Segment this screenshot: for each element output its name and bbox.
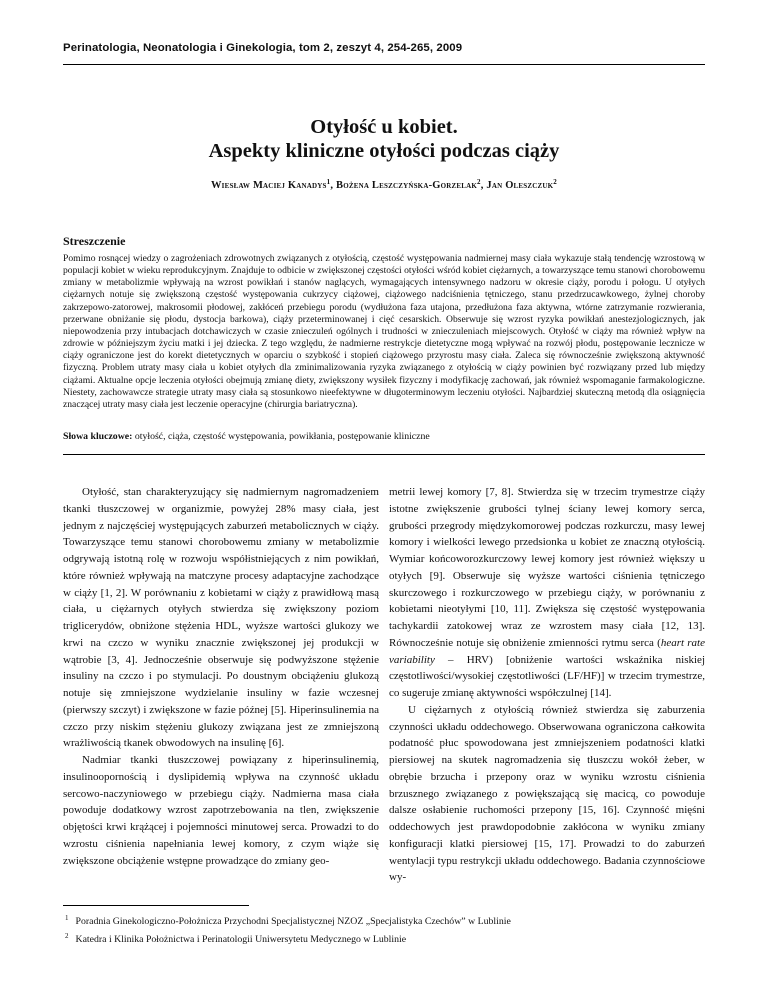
keywords-line bbox=[63, 431, 705, 443]
body-text: – HRV) [obniżenie wartości wskaźnika niskiej częstotliwości/wysokiej częstotliwości (LF/HF)] w trzecim trymestrze, co sugeruje zmianę aktywności współczulnej [14]. bbox=[389, 653, 705, 699]
author-list bbox=[60, 180, 708, 191]
keywords-text: otyłość, ciąża, częstość występowania, powikłania, postępowanie kliniczne bbox=[132, 431, 430, 442]
footnote-1 bbox=[63, 916, 705, 928]
body-paragraph: U ciężarnych z otyłością również stwierdza się zaburzenia czynności układu oddechowego. Obserwowana ograniczona całkowita podatność płuc spowodowana jest zmniejszeniem podatności klatki piersiowej na skutek nagromadzenia się tłuszczu wokół żeber, w obrębie brzucha i przepony oraz w wyniku wzrostu ciśnienia brzusznego związanego z powiększającą się macicą, co powoduje dalsze osłabienie ruchomości przepony [15, 16]. Czynność mięśni oddechowych jest prawdopodobnie zakłócona w wyniku zmiany konfiguracji klatki piersiowej [15, 17]. Prowadzi to do zaburzeń wentylacji typu restrykcji układu oddechowego. Badania czynnościowe wy- bbox=[389, 703, 705, 884]
author-separator: , bbox=[480, 180, 487, 191]
title-line-1: Otyłość u kobiet. bbox=[310, 116, 458, 138]
footnote-mark: 1 bbox=[65, 914, 69, 922]
body-text: metrii lewej komory [7, 8]. Stwierdza się w trzecim trymestrze ciąży istotne zwiększenie grubości tylnej ściany lewej komory serca, grubości przegrody międzykomorowej podczas rozkurczu, masy lewej komory i wielkości lewego przedsionka u kobiet ze znaczną otyłością. Wymiar końcoworozkurczowy lewej komory jest również większy u otyłych [9]. Obserwuje się wyższe wartości ciśnienia tętniczego skurczowego i rozkurczowego w przebiegu ciąży, w porównaniu z kobietami nieotyłymi [10, 11]. Zwiększa się częstość występowania tachykardii zatokowej wraz ze wzrostem masy ciała [12, 13]. Równocześnie notuje się obniżenie zmienności rytmu serca ( bbox=[389, 486, 705, 649]
footnote-text: Katedra i Klinika Położnictwa i Perinatologii Uniwersytetu Medycznego w Lublinie bbox=[75, 934, 407, 945]
abstract-rule bbox=[63, 454, 705, 455]
footnote-rule bbox=[63, 905, 249, 906]
title-line-2: Aspekty kliniczne otyłości podczas ciąży bbox=[208, 140, 560, 162]
author-affiliation-mark: 2 bbox=[553, 178, 557, 186]
journal-header: Perinatologia, Neonatologia i Ginekologia, tom 2, zeszyt 4, 254-265, 2009 bbox=[63, 42, 463, 54]
author-name: Jan Oleszczuk bbox=[486, 180, 554, 191]
header-rule bbox=[63, 64, 705, 65]
body-column-left bbox=[63, 484, 379, 869]
article-title bbox=[60, 115, 708, 163]
body-paragraph bbox=[389, 484, 705, 702]
body-paragraph: Otyłość, stan charakteryzujący się nadmiernym nagromadzeniem tkanki tłuszczowej w organizmie, powyżej 28% masy ciała, jest jednym z najczęściej występujących zaburzeń metabolicznych w ciąży. Towarzyszące temu stanowi chorobowemu zmiany w metabolizmie odgrywają istotną rolę w rozwoju współistniejących z nim powikłań, które również wpływają na matczyne procesy adaptacyjne zachodzące w ciąży [1, 2]. W porównaniu z kobietami w ciąży z prawidłową masą ciała, u ciężarnych otyłych stwierdza się zwiększony poziom triglicerydów, obniżone stężenia HDL, wyższe wartości glukozy we krwi na czczo w wyniku znacznie zwiększonej jej produkcji w wątrobie [3, 4]. Jednocześnie obserwuje się podwyższone stężenie insuliny na czczo i po stymulacji. Po doustnym obciążeniu glukozą notuje się zmniejszone wydzielanie insuliny w fazie wczesnej (pierwszy szczyt) i zwiększone w fazie późnej [5]. Hiperinsulinemia na czczo przy niskim stężeniu glukozy związana jest ze zmniejszoną wrażliwością tkanek obwodowych na insulinę [6]. bbox=[63, 486, 379, 750]
footnote-text: Poradnia Ginekologiczno-Położnicza Przychodni Specjalistycznej NZOZ „Specjalistyka Czechów” w Lublinie bbox=[75, 916, 511, 927]
author-affiliation-mark: 1 bbox=[326, 178, 331, 186]
body-column-right bbox=[389, 484, 705, 886]
keywords-label: Słowa kluczowe: bbox=[63, 431, 133, 442]
abstract-text: Pomimo rosnącej wiedzy o zagrożeniach zdrowotnych związanych z otyłością, częstość występowania nadmiernej masy ciała wykazuje stałą tendencję wzrostową w populacji kobiet w wieku reprodukcyjnym. Znajduje to odbicie w zwiększonej częstości otyłości wśród kobiet ciężarnych, a towarzyszące temu stanowi chorobowemu zmiany w metabolizmie wpływają na wzrost powikłań i stanów naglących, wymagających intensywnego nadzoru w okresie ciąży, porodu i połogu. U otyłych ciężarnych notuje się zwiększoną częstość występowania cukrzycy ciążowej, ciążowego nadciśnienia tętniczego, stanu przedrzucawkowego, żylnej choroby zakrzepowo-zatorowej, makrosomii płodowej, zakłóceń przebiegu porodu (wydłużona faza utajona, przedłużona faza aktywna, wtórne zatrzymanie rozwierania, przerwane obniżanie się płodu, dystocja barkowa), ciąży przeterminowanej i cięć cesarskich. Obserwuje się wzrost ryzyka powikłań anestezjologicznych, jak niepowodzenia przy intubacjach dotchawiczych w czasie znieczuleń ogólnych i trudności w znieczuleniach miejscowych. Otyłość w ciąży ma również wpływ na zdrowie w późniejszym życiu matki i jej dziecka. Z tego względu, że nadmierne restrykcje dietetyczne mogą wpływać na rozwój płodu, postępowanie lecznicze w ciąży ograniczone jest do korekt dietetycznych w oparciu o szybkość i stopień ciążowego przyrostu masy ciała. Zaleca się równocześnie zwiększoną aktywność fizyczną. Problem utraty masy ciała u kobiet otyłych dla zminimalizowania ryzyka związanego z otyłością w ciąży powinien być rozwiązany przed lub między ciążami. Aktualne opcje leczenia otyłości obejmują zmianę diety, zwiększony wysiłek fizyczny i modyfikację zachowań, jak również wspomaganie farmakologiczne. Niestety, zachowawcze strategie utraty masy ciała są stosunkowo nieefektywne w długoterminowym leczeniu otyłości. Najbardziej skuteczną metodą dla osiągnięcia znaczącej utraty masy ciała jest leczenie operacyjne (chirurgia bariatryczna). bbox=[63, 253, 705, 410]
footnote-2 bbox=[63, 934, 705, 946]
footnote-mark: 2 bbox=[65, 932, 69, 940]
author-name: Wiesław Maciej Kanadys bbox=[210, 180, 327, 191]
english-term: heart rate variability bbox=[389, 636, 705, 666]
body-paragraph: Nadmiar tkanki tłuszczowej powiązany z hiperinsulinemią, insulinoopornością i dyslipidemią wpływa na czynność układu sercowo-naczyniowego w przebiegu ciąży. Nadmierna masa ciała powoduje dodatkowy wzrost zapotrzebowania na tlen, zwiększenie objętości krwi krążącej i pojemności minutowej serca. Prowadzi to do wzrostu ciśnienia napełniania lewej komory, z czym wiąże się zwiększone obciążenie wstępne prowadzące do zmiany geo- bbox=[63, 754, 379, 867]
author-affiliation-mark: 2 bbox=[477, 178, 481, 186]
author-name: Bożena Leszczyńska-Gorzelak bbox=[335, 180, 478, 191]
author-separator: , bbox=[330, 180, 336, 191]
abstract-heading: Streszczenie bbox=[63, 234, 126, 248]
